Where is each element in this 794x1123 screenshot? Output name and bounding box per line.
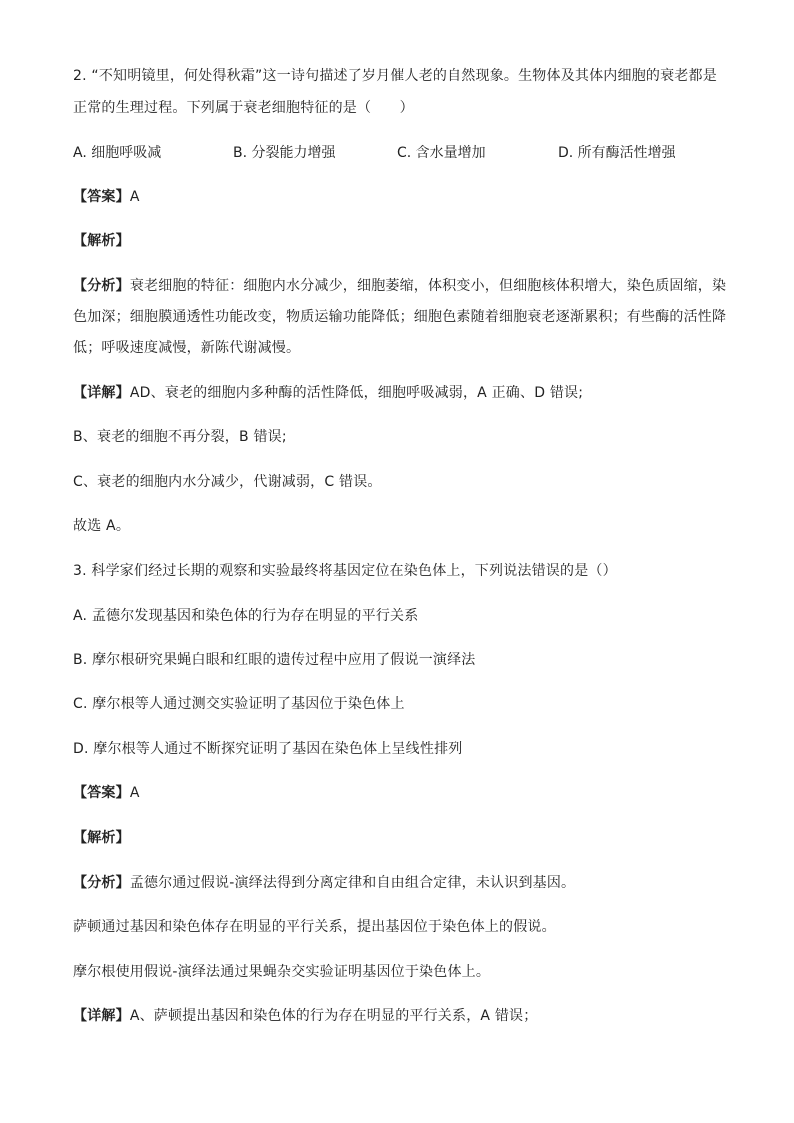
fenxi-text: 衰老细胞的特征：细胞内水分减少，细胞萎缩，体积变小，但细胞核体积增大，染色质固缩，染 — [129, 278, 727, 294]
q2-stem-line-2: 正常的生理过程。下列属于衰老细胞特征的是（ ） — [73, 100, 414, 116]
answer-tag: 【答案】 — [73, 189, 130, 205]
q2-conclusion: 故选 A。 — [73, 518, 131, 534]
q2-fenxi-line-1 — [73, 276, 727, 296]
q2-answer — [73, 187, 723, 207]
fenxi-tag: 【分析】 — [73, 278, 130, 294]
q2-line-b: B、衰老的细胞不再分裂，B 错误; — [73, 429, 287, 445]
q2-option-a: A. 细胞呼吸减 — [73, 145, 162, 161]
q3-option-a: A. 孟德尔发现基因和染色体的行为存在明显的平行关系 — [73, 608, 419, 624]
q2-line-c: C、衰老的细胞内水分减少，代谢减弱，C 错误。 — [73, 474, 382, 490]
q2-stem-line-1: 2. “不知明镜里，何处得秋霜”这一诗句描述了岁月催人老的自然现象。生物体及其体内细胞的衰老都是 — [73, 68, 717, 84]
q3-option-d: D. 摩尔根等人通过不断探究证明了基因在染色体上呈线性排列 — [73, 741, 463, 757]
q3-option-c: C. 摩尔根等人通过测交实验证明了基因位于染色体上 — [73, 696, 405, 712]
answer-value: A — [129, 189, 140, 205]
q3-fenxi-line-3: 摩尔根使用假说-演绎法通过果蝇杂交实验证明基因位于染色体上。 — [73, 964, 491, 980]
q3-fenxi-line-2: 萨顿通过基因和染色体存在明显的平行关系，提出基因位于染色体上的假说。 — [73, 919, 556, 935]
answer-tag: 【答案】 — [73, 785, 130, 801]
q2-xiangjie-line-1 — [73, 383, 723, 403]
analysis-tag: 【解析】 — [73, 233, 130, 249]
q2-option-c: C. 含水量增加 — [397, 145, 486, 161]
q3-stem: 3. 科学家们经过长期的观察和实验最终将基因定位在染色体上，下列说法错误的是（） — [73, 563, 617, 579]
answer-value: A — [129, 785, 140, 801]
xiangjie-tag: 【详解】 — [73, 385, 130, 401]
xiangjie-tag: 【详解】 — [73, 1008, 130, 1024]
q3-option-b: B. 摩尔根研究果蝇白眼和红眼的遗传过程中应用了假说一演绎法 — [73, 652, 476, 668]
xiangjie-text: AD、衰老的细胞内多种酶的活性降低，细胞呼吸减弱，A 正确、D 错误; — [129, 385, 584, 401]
q2-option-d: D. 所有酶活性增强 — [558, 145, 676, 161]
fenxi-tag: 【分析】 — [73, 875, 130, 891]
fenxi-text: 孟德尔通过假说-演绎法得到分离定律和自由组合定律，未认识到基因。 — [129, 875, 576, 891]
q3-fenxi-line-1 — [73, 873, 723, 893]
xiangjie-text: A、萨顿提出基因和染色体的行为存在明显的平行关系，A 错误； — [129, 1008, 538, 1024]
q3-xiangjie-line-1 — [73, 1006, 723, 1026]
q3-analysis-tag — [73, 828, 723, 848]
q2-analysis-tag — [73, 231, 723, 251]
q3-answer — [73, 783, 723, 803]
q2-fenxi-line-3: 低；呼吸速度减慢，新陈代谢减慢。 — [73, 340, 301, 356]
q2-fenxi-line-2: 色加深；细胞膜通透性功能改变，物质运输功能降低；细胞色素随着细胞衰老逐渐累积；有些酶的活性降 — [73, 309, 727, 325]
q2-option-b: B. 分裂能力增强 — [233, 145, 336, 161]
analysis-tag: 【解析】 — [73, 830, 130, 846]
